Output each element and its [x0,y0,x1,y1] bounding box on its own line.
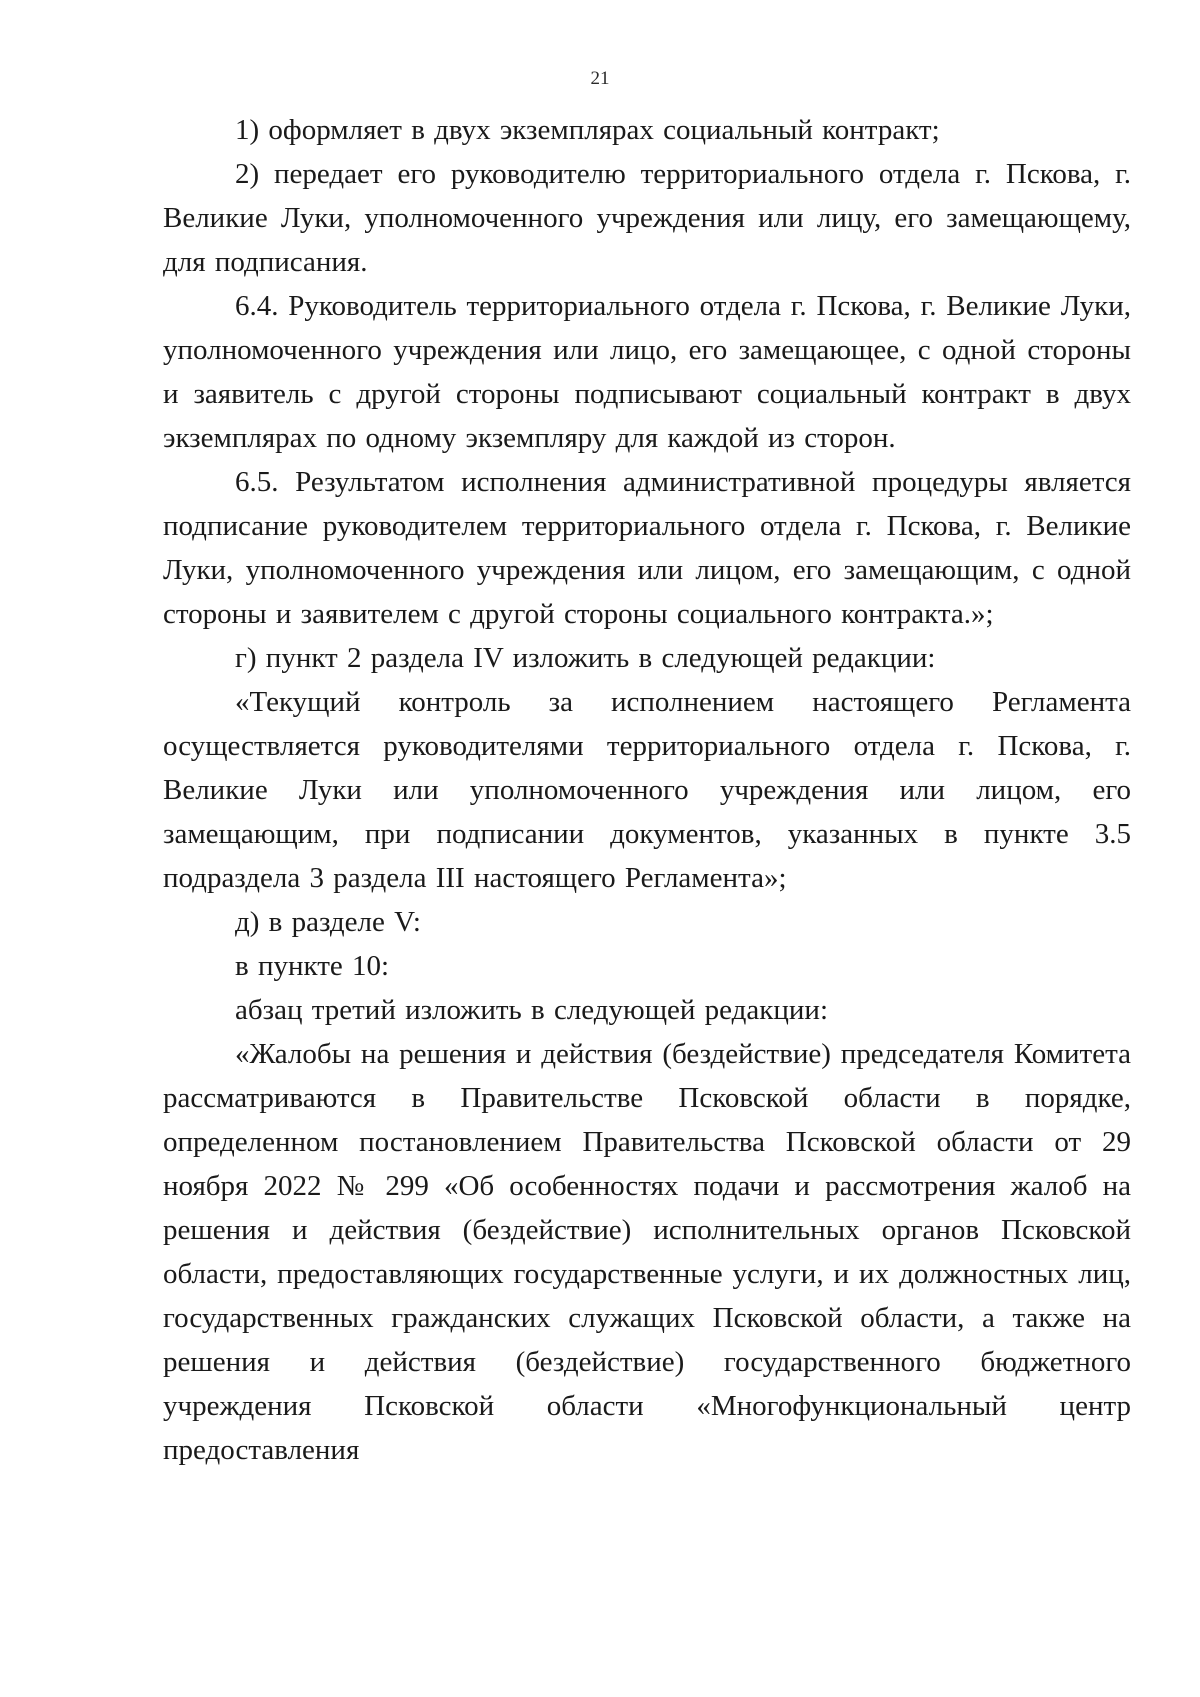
paragraph: д) в разделе V: [235,906,421,938]
paragraph: в пункте 10: [235,950,390,982]
paragraph: г) пункт 2 раздела IV изложить в следующей редакции: [235,642,936,674]
paragraph: 6.4. Руководитель территориального отдела г. Пскова, г. Великие Луки, уполномоченного учреждения или лицо, его замещающее, с одной стороны и заявитель с другой стороны подписывают социальный контракт в двух экземплярах по одному экземпляру для каждой из сторон. [163,290,1131,454]
paragraph: «Жалобы на решения и действия (бездействие) председателя Комитета рассматриваются в Правительстве Псковской области в порядке, определенном постановлением Правительства Псковской области от 29 ноября 2022 № 299 «Об особенностях подачи и рассмотрения жалоб на решения и действия (бездействие) исполнительных органов Псковской области, предоставляющих государственные услуги, и их должностных лиц, государственных гражданских служащих Псковской области, а также на решения и действия (бездействие) государственного бюджетного учреждения Псковской области «Многофункциональный центр предоставления [163,1038,1131,1466]
paragraph: 2) передает его руководителю территориального отдела г. Пскова, г. Великие Луки, уполномоченного учреждения или лицу, его замещающему, для подписания. [163,158,1131,278]
paragraph: абзац третий изложить в следующей редакции: [235,994,829,1026]
document-body [163,108,1131,1472]
paragraph: 6.5. Результатом исполнения административной процедуры является подписание руководителем территориального отдела г. Пскова, г. Великие Луки, уполномоченного учреждения или лицом, его замещающим, с одной стороны и заявителем с другой стороны социального контракта.»; [163,466,1131,630]
page-number: 21 [590,68,610,89]
paragraph: 1) оформляет в двух экземплярах социальный контракт; [235,114,940,146]
paragraph: «Текущий контроль за исполнением настоящего Регламента осуществляется руководителями территориального отдела г. Пскова, г. Великие Луки или уполномоченного учреждения или лицом, его замещающим, при подписании документов, указанных в пункте 3.5 подраздела 3 раздела III настоящего Регламента»; [163,686,1131,894]
